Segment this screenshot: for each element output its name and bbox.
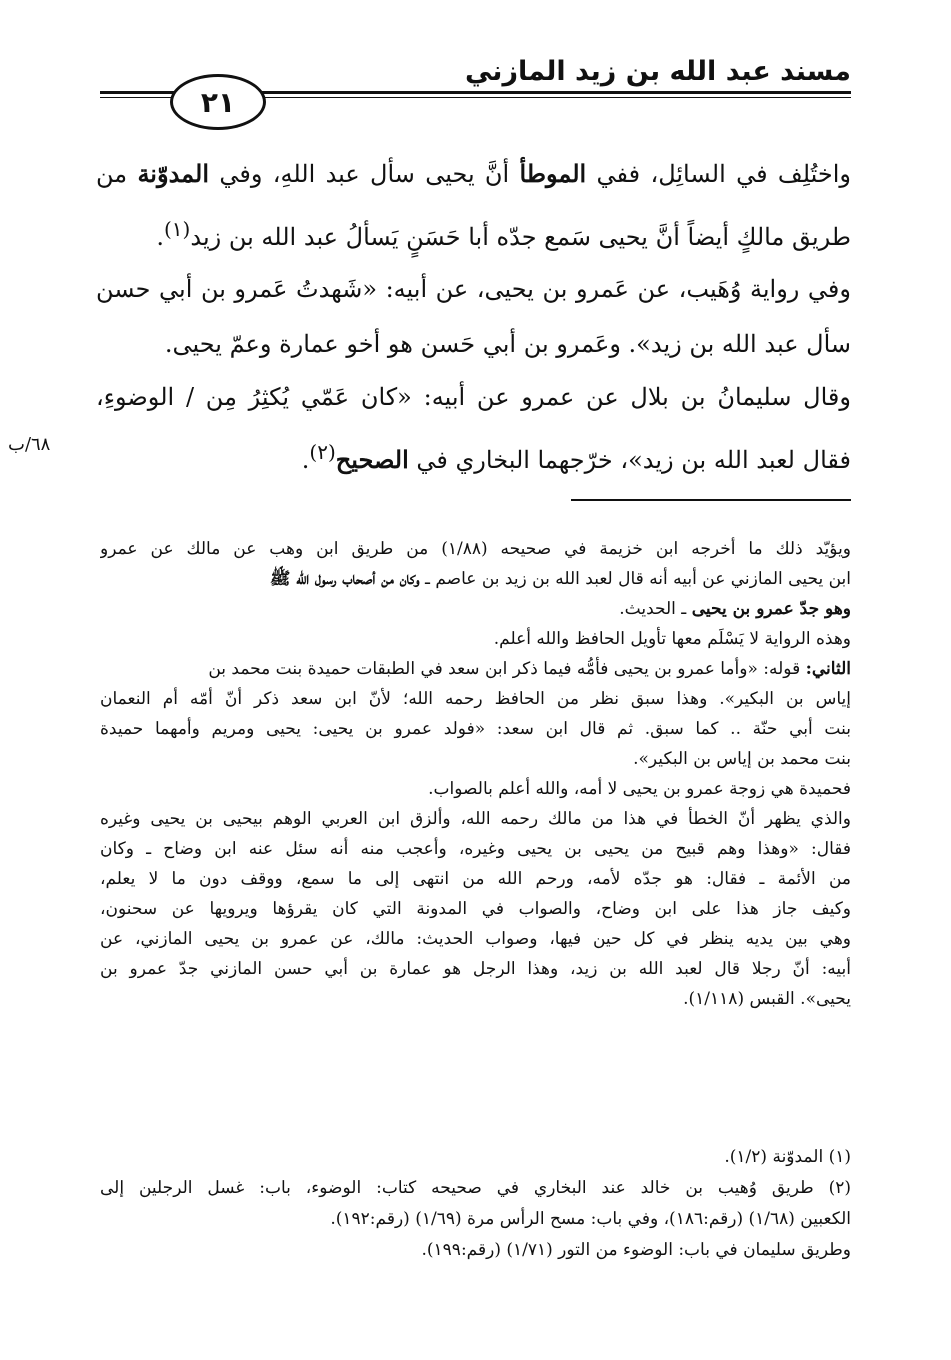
note-line: والذي يظهر أنّ الخطأ في هذا من مالك رحمه الله، وألزق ابن العربي الوهم بيحيى بن يحيى وغيره — [100, 809, 851, 829]
note-heading-second: الثاني: — [805, 659, 851, 679]
note-line: فقال: «وهذا وهم قبيح من يحيى بن يحيى وغيره، وأعجب منه أنه سئل عنه ابن وضاح ـ وكان — [100, 839, 851, 859]
page-number: ٢١ — [200, 85, 236, 119]
main-paragraph-2: وفي رواية وُهَيب، عن عَمرو بن يحيى، عن أبيه: «شَهدتُ عَمرو بن أبي حسن سأل عبد الله بن زيد». وعَمرو بن أبي حَسن هو أخو عمارة وعمّ يحيى. — [96, 275, 851, 358]
note-line: بنت أبي حنّة .. كما سبق. ثم قال ابن سعد: «فولد عمرو بن يحيى: يحيى ومريم وأمهما حميدة — [100, 719, 851, 739]
book-title-mudawwana: المدوّنة — [137, 159, 210, 188]
text-run: أنَّ يحيى سأل عبد اللهِ، وفي — [209, 160, 520, 188]
main-paragraph-1 — [96, 146, 851, 265]
note-line: يحيى». القبس (١/١١٨). — [683, 989, 851, 1009]
bold-phrase: وهو جدّ عمرو بن يحيى — [691, 599, 851, 619]
page-number-badge — [170, 74, 266, 130]
note-line: ويؤيّد ذلك ما أخرجه ابن خزيمة في صحيحه (١/٨٨) من طريق ابن وهب عن مالك عن عمرو — [100, 539, 851, 559]
note-line — [100, 564, 851, 594]
footnote-2-line: (٢) طريق وُهيب بن خالد عند البخاري في صحيحه كتاب: الوضوء، باب: غسل الرجلين إلى — [100, 1178, 851, 1198]
bold-phrase: وكان من أصحاب رسول الله ﷺ — [269, 569, 420, 589]
footnote-1: (١) المدوّنة (١/٢). — [724, 1147, 851, 1167]
text-run: وقال سليمانُ بن بلال عن عمرو عن أبيه: «كان عَمّي يُكثِرُ مِن / الوضوءِ، فقال لعبد الله بن زيد»، خرّجهما البخاري في — [96, 383, 851, 474]
text-run: من طريق مالكٍ أيضاً أنَّ يحيى سَمع جدّه أبا حَسَنٍ يَسألُ عبد الله بن زيد — [96, 160, 851, 251]
book-title-sahih: الصحيح — [335, 445, 409, 474]
text-run: . — [156, 223, 164, 251]
note-line — [100, 654, 851, 684]
footnote-ref-2[interactable]: (٢) — [309, 440, 336, 464]
text-run: واختُلِف في السائِل، ففي — [586, 160, 851, 188]
commentary-notes — [100, 534, 851, 1014]
note-line: وكيف جاز هذا على ابن وضاح، والصواب في المدونة التي كان يقرؤها ويرويها عن سحنون، — [100, 899, 851, 919]
note-line: فحميدة هي زوجة عمرو بن يحيى لا أمه، والله أعلم بالصواب. — [428, 779, 851, 799]
text-run: . — [301, 446, 310, 474]
footnote-separator — [571, 499, 851, 501]
note-line: إياس بن البكير». وهذا سبق نظر من الحافظ رحمه الله؛ لأنّ ابن سعد ذكر أنّ أمّه أم النعمان — [100, 689, 851, 709]
note-line: أبيه: أنّ رجلا قال لعبد الله بن زيد، وهذا الرجل هو عمارة بن أبي حسن المازني جدّ عمرو بن — [100, 959, 851, 979]
note-line — [100, 594, 851, 624]
note-line: وهي بين يديه ينظر في كل حين فيها، وصواب الحديث: مالك، عن عمرو بن يحيى المازني، عن — [100, 929, 851, 949]
text-run: قوله: «وأما عمرو بن يحيى فأمُّه فيما ذكر ابن سعد في الطبقات حميدة بنت محمد بن — [208, 659, 806, 679]
text-run: ـ الحديث. — [619, 599, 692, 619]
running-header-title: مسند عبد الله بن زيد المازني — [464, 56, 851, 87]
main-paragraph-3 — [96, 370, 851, 488]
footnote-2-line: وطريق سليمان في باب: الوضوء من التور (١/٧١) (رقم:١٩٩). — [421, 1240, 851, 1260]
text-run: ابن يحيى المازني عن أبيه أنه قال لعبد الله بن زيد بن عاصم ـ — [419, 569, 851, 589]
manuscript-folio-note: ٦٨/ب — [8, 434, 51, 455]
note-line: من الأئمة ـ فقال: هو جدّه لأمه، ورحم الله من انتهى إلى ما سمع، ووقف دون ما لا يعلم، — [100, 869, 851, 889]
note-line: بنت محمد بن إياس بن البكير». — [633, 749, 851, 769]
note-line: وهذه الرواية لا يَسْلَم معها تأويل الحافظ والله أعلم. — [493, 629, 851, 649]
footnotes — [100, 1142, 851, 1266]
footnote-ref-1[interactable]: (١) — [163, 217, 191, 241]
book-title-muwatta: الموطأ — [519, 159, 587, 188]
footnote-2-line: الكعبين (١/٦٨) (رقم:١٨٦)، وفي باب: مسح الرأس مرة (١/٦٩) (رقم:١٩٢). — [330, 1209, 851, 1229]
